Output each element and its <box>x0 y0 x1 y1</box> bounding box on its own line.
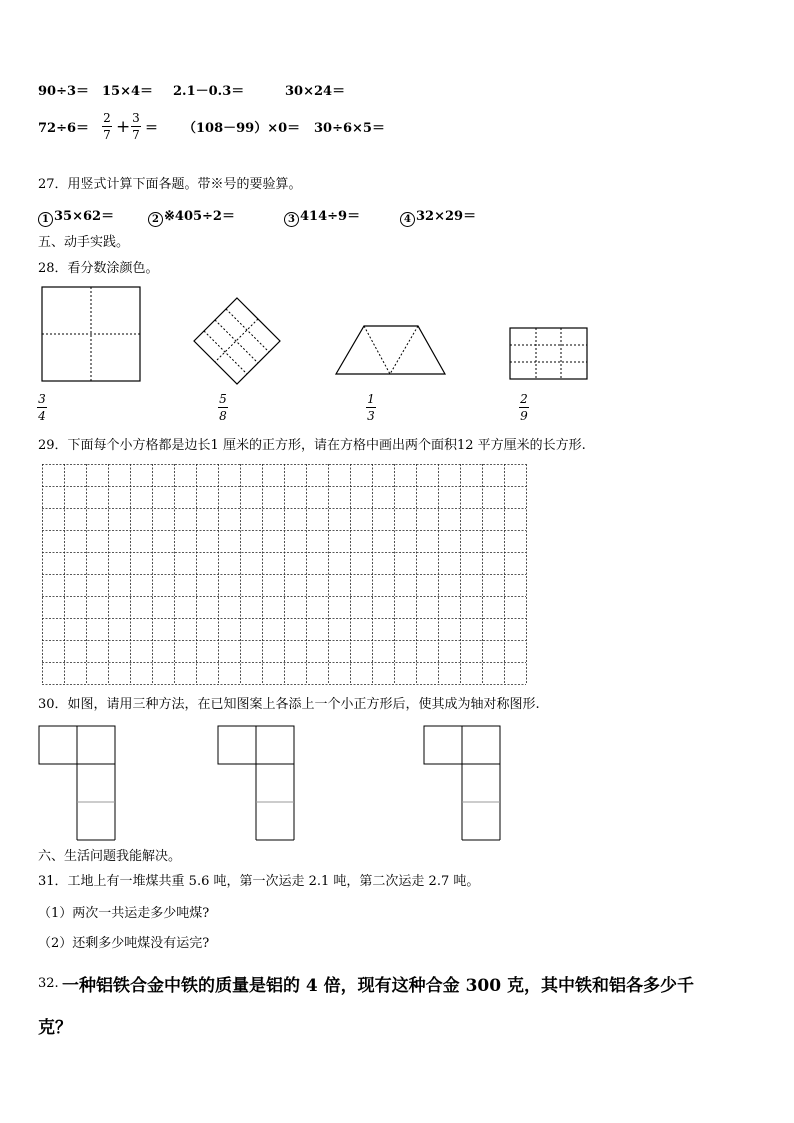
oral-calc-3: 2.1－0.3＝ <box>173 84 245 99</box>
q31-sub-1: （1）两次一共运走多少吨煤? <box>38 906 210 921</box>
figure-2[interactable] <box>218 726 294 840</box>
oral-calc-1: 90÷3＝ <box>38 84 90 99</box>
q28-shapes <box>0 0 794 400</box>
oral-calc-4: 30×24＝ <box>285 84 346 99</box>
square-grid[interactable] <box>42 464 528 686</box>
q27-item-2: 2 ※405÷2＝ <box>148 209 235 227</box>
diamond-eighths <box>194 298 280 384</box>
fraction-2-9: 2 9 <box>520 392 528 423</box>
q29-title: 29．下面每个小方格都是边长1 厘米的正方形，请在方格中画出两个面积12 平方厘米的长方形. <box>38 438 586 453</box>
oral-calc-2: 15×4＝ <box>102 84 154 99</box>
section-5-title: 五、动手实践。 <box>38 235 130 250</box>
q30-figures <box>0 715 794 845</box>
q30-title: 30．如图，请用三种方法，在已知图案上各添上一个小正方形后，使其成为轴对称图形. <box>38 697 540 712</box>
q31-title: 31．工地上有一堆煤共重 5.6 吨，第一次运走 2.1 吨，第二次运走 2.7 吨。 <box>38 874 480 889</box>
q32-number: 32. <box>38 976 59 991</box>
fraction-5-8: 5 8 <box>219 392 227 423</box>
plus-sign: + <box>116 117 131 137</box>
fraction-3-4: 3 4 <box>38 392 46 423</box>
figure-3[interactable] <box>424 726 500 840</box>
q28-title: 28．看分数涂颜色。 <box>38 261 159 276</box>
oral-calc-5: 72÷6＝ <box>38 121 90 136</box>
fraction-1-3: 1 3 <box>367 392 375 423</box>
q27-title: 27．用竖式计算下面各题。带※号的要验算。 <box>38 177 302 192</box>
oral-calc-7: （108－99）×0＝ <box>183 121 301 136</box>
figure-1[interactable] <box>39 726 115 840</box>
q31-sub-2: （2）还剩多少吨煤没有运完? <box>38 936 210 951</box>
trapezoid-thirds <box>336 326 445 374</box>
q27-item-4: 4 32×29＝ <box>400 209 476 227</box>
fraction-3-7: 3 7 <box>132 111 140 142</box>
oral-calc-8: 30÷6×5＝ <box>314 121 385 136</box>
section-6-title: 六、生活问题我能解决。 <box>38 849 182 864</box>
equals-sign: ＝ <box>145 121 159 136</box>
q27-item-3: 3 414÷9＝ <box>284 209 360 227</box>
square-quarters <box>42 287 140 381</box>
fraction-2-7: 2 7 <box>103 111 111 142</box>
q27-item-1: 1 35×62＝ <box>38 209 114 227</box>
rectangle-ninths <box>510 328 587 379</box>
q32-line-1: 一种铝铁合金中铁的质量是铝的 4 倍，现有这种合金 300 克，其中铁和铝各多少千 <box>62 976 694 996</box>
q32-line-2: 克？ <box>38 1018 72 1038</box>
